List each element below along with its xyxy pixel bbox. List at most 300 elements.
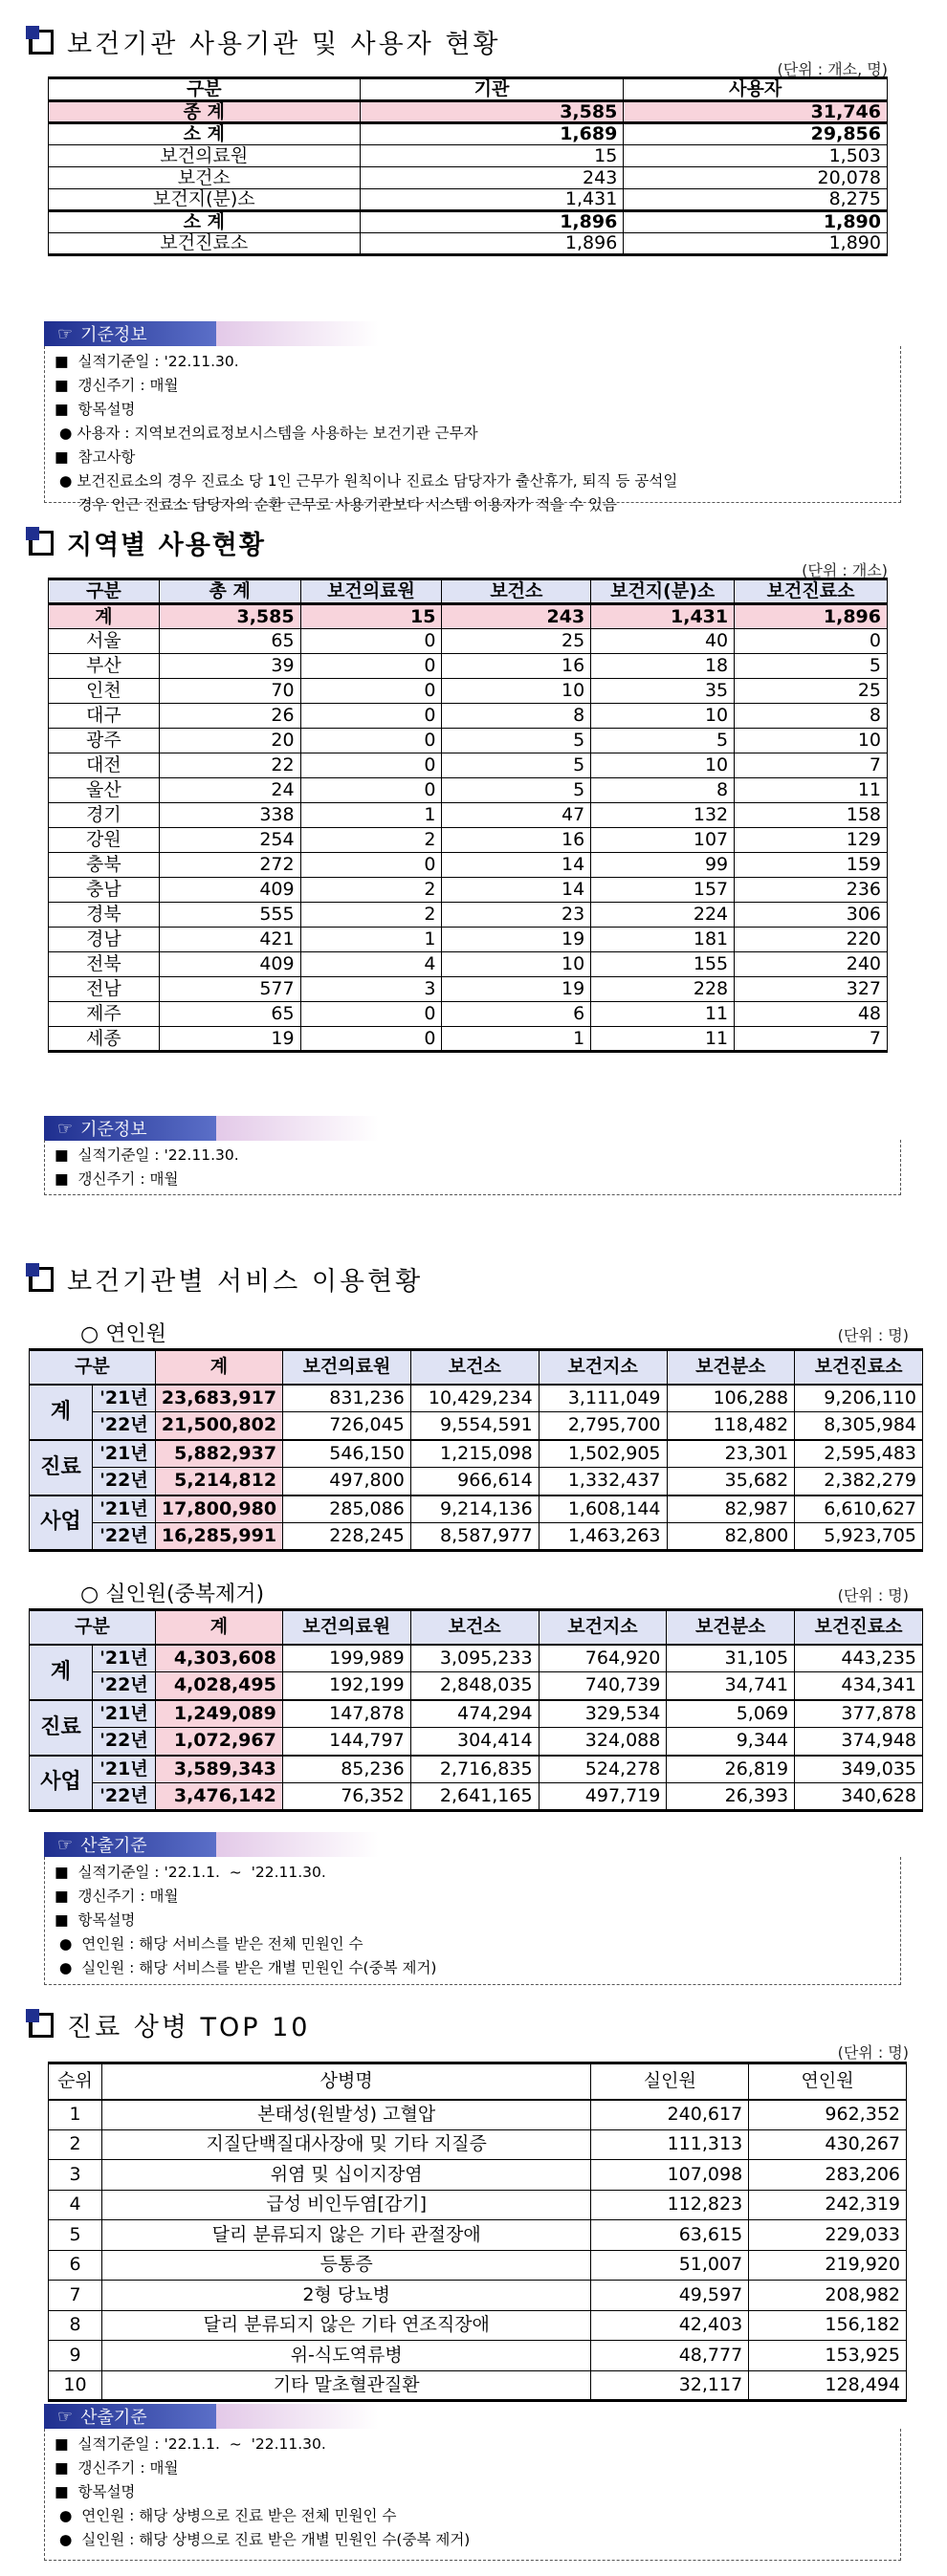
rank: 5 [49, 2220, 102, 2251]
section4-info-box [44, 2429, 901, 2561]
region-value: 5 [442, 753, 591, 778]
service-value: 304,414 [410, 1728, 539, 1756]
service-value: 2,641,165 [410, 1783, 539, 1811]
region-value: 1 [300, 803, 442, 828]
disease-name: 급성 비인두염[감기] [101, 2190, 590, 2220]
user-count: 20,078 [624, 167, 888, 189]
service-value: 8,587,977 [410, 1523, 539, 1551]
service-value: 2,716,835 [410, 1756, 539, 1783]
unique-count: 49,597 [591, 2281, 749, 2311]
rank: 2 [49, 2129, 102, 2160]
section1-info-box [44, 346, 901, 513]
region-name: 제주 [49, 1002, 160, 1027]
hand-pointer-icon: ☞ [57, 323, 74, 344]
service-value: 474,294 [410, 1700, 539, 1728]
square-bullet-icon [29, 1267, 54, 1292]
region-header: 구분 [49, 579, 160, 604]
region-value: 0 [300, 1027, 442, 1052]
table-row [49, 2370, 907, 2401]
total-value: 16,285,991 [155, 1523, 282, 1551]
region-value: 22 [159, 753, 300, 778]
region-value: 10 [442, 679, 591, 704]
table-row [49, 189, 888, 211]
table-row [49, 778, 888, 803]
year-label: '21년 [92, 1495, 155, 1523]
service-header: 보건의료원 [282, 1610, 410, 1645]
region-value: 7 [735, 753, 888, 778]
visit-count: 208,982 [749, 2281, 907, 2311]
region-value: 107 [591, 828, 735, 853]
region-value: 7 [735, 1027, 888, 1052]
total-cell: 1,431 [591, 604, 735, 629]
hand-pointer-icon: ☞ [57, 2406, 74, 2427]
service-value: 147,878 [282, 1700, 410, 1728]
service-value: 5,069 [667, 1700, 795, 1728]
region-value: 0 [735, 629, 888, 654]
region-value: 65 [159, 629, 300, 654]
table-row [30, 1700, 923, 1728]
region-value: 14 [442, 853, 591, 878]
year-label: '21년 [92, 1385, 155, 1412]
region-value: 5 [442, 729, 591, 753]
service-header: 보건지소 [539, 1350, 667, 1385]
service-value: 324,088 [539, 1728, 667, 1756]
total-value: 5,214,812 [155, 1468, 282, 1495]
service-value: 1,463,263 [539, 1523, 667, 1551]
region-value: 3 [300, 977, 442, 1002]
region-value: 0 [300, 778, 442, 803]
top10-header: 순위 [49, 2063, 102, 2100]
service-value: 82,800 [667, 1523, 795, 1551]
region-value: 155 [591, 952, 735, 977]
region-value: 0 [300, 753, 442, 778]
region-value: 306 [735, 903, 888, 928]
region-header: 총 계 [159, 579, 300, 604]
region-name: 인천 [49, 679, 160, 704]
disease-name: 달리 분류되지 않은 기타 관절장애 [101, 2220, 590, 2251]
region-name: 경북 [49, 903, 160, 928]
region-value: 99 [591, 853, 735, 878]
service-value: 9,214,136 [410, 1495, 539, 1523]
institution-count: 15 [360, 145, 624, 167]
hand-pointer-icon: ☞ [57, 1834, 74, 1855]
region-value: 327 [735, 977, 888, 1002]
section3-info-header: ☞ 산출기준 [44, 1830, 379, 1859]
region-value: 11 [735, 778, 888, 803]
service-value: 764,920 [539, 1645, 667, 1672]
service-value: 377,878 [795, 1700, 923, 1728]
service-value: 192,199 [282, 1672, 410, 1700]
institution-count: 1,896 [360, 211, 624, 233]
info-line: ■ 실적기준일 : '22.11.30. [55, 353, 239, 370]
row-label: 보건의료원 [49, 145, 361, 167]
total-value: 4,303,608 [155, 1645, 282, 1672]
service-value: 443,235 [795, 1645, 923, 1672]
group-label: 계 [30, 1385, 93, 1440]
section3-sub-unique: ○ 실인원(중복제거) [80, 1583, 265, 1606]
table-row [49, 729, 888, 753]
square-bullet-icon [29, 2013, 54, 2038]
region-header: 보건소 [442, 579, 591, 604]
user-count: 1,890 [624, 211, 888, 233]
service-value: 31,105 [667, 1645, 795, 1672]
service-value: 35,682 [667, 1468, 795, 1495]
service-value: 374,948 [795, 1728, 923, 1756]
info-line: 경우 인근 진료소 담당자의 순환 근무로 사용기관보다 시스템 이용자가 적을 수 있음 [55, 496, 617, 513]
row-label: 종 계 [49, 101, 361, 123]
region-value: 1 [442, 1027, 591, 1052]
top10-header: 상병명 [101, 2063, 590, 2100]
year-label: '22년 [92, 1672, 155, 1700]
region-value: 0 [300, 853, 442, 878]
unique-count: 107,098 [591, 2160, 749, 2191]
region-value: 0 [300, 654, 442, 679]
unique-count: 32,117 [591, 2370, 749, 2401]
section4-title: 진료 상병 TOP 10 [29, 2006, 310, 2043]
rank: 3 [49, 2160, 102, 2191]
section4-unit: (단위 : 명) [837, 2043, 909, 2062]
info-line: ■ 항목설명 [55, 1911, 136, 1929]
region-value: 157 [591, 878, 735, 903]
table-row [49, 2160, 907, 2191]
rank: 8 [49, 2310, 102, 2341]
service-unique-table [29, 1608, 923, 1812]
disease-name: 달리 분류되지 않은 기타 연조직장애 [101, 2310, 590, 2341]
section3-info-box [44, 1857, 901, 1985]
user-count: 1,890 [624, 233, 888, 255]
table-row [49, 2220, 907, 2251]
info-line: ● 보건진료소의 경우 진료소 당 1인 근무가 원칙이나 진료소 담당자가 출산휴가, 퇴직 등 공석일 [55, 472, 678, 490]
row-label: 보건진료소 [49, 233, 361, 255]
region-value: 40 [591, 629, 735, 654]
table-row [49, 145, 888, 167]
rank: 10 [49, 2370, 102, 2401]
service-header: 보건지소 [539, 1610, 667, 1645]
service-value: 831,236 [283, 1385, 411, 1412]
top10-header: 연인원 [749, 2063, 907, 2100]
visit-count: 153,925 [749, 2341, 907, 2371]
service-header: 보건분소 [667, 1610, 795, 1645]
region-value: 11 [591, 1002, 735, 1027]
visit-count: 219,920 [749, 2250, 907, 2281]
section2-info-box [44, 1140, 901, 1195]
year-label: '21년 [92, 1756, 155, 1783]
region-value: 16 [442, 654, 591, 679]
section3-title: 보건기관별 서비스 이용현황 [29, 1260, 423, 1298]
header-users: 사용자 [624, 78, 888, 101]
region-value: 254 [159, 828, 300, 853]
region-value: 236 [735, 878, 888, 903]
region-value: 25 [442, 629, 591, 654]
service-value: 329,534 [539, 1700, 667, 1728]
total-value: 1,072,967 [155, 1728, 282, 1756]
table-row [30, 1440, 923, 1468]
service-value: 3,111,049 [539, 1385, 667, 1412]
total-cell: 계 [49, 604, 160, 629]
service-value: 34,741 [667, 1672, 795, 1700]
info-line: ■ 항목설명 [55, 2483, 136, 2500]
service-value: 726,045 [283, 1412, 411, 1440]
service-value: 285,086 [283, 1495, 411, 1523]
region-name: 전남 [49, 977, 160, 1002]
section2-unit: (단위 : 개소) [802, 561, 888, 579]
region-name: 강원 [49, 828, 160, 853]
table-row [49, 2310, 907, 2341]
service-value: 8,305,984 [795, 1412, 923, 1440]
rank: 4 [49, 2190, 102, 2220]
year-label: '22년 [92, 1412, 155, 1440]
region-value: 65 [159, 1002, 300, 1027]
region-value: 47 [442, 803, 591, 828]
region-value: 129 [735, 828, 888, 853]
service-header: 계 [155, 1610, 282, 1645]
service-value: 1,502,905 [539, 1440, 667, 1468]
service-header: 계 [155, 1350, 282, 1385]
table-row [49, 123, 888, 145]
region-name: 울산 [49, 778, 160, 803]
service-value: 434,341 [795, 1672, 923, 1700]
table-row [49, 853, 888, 878]
visit-count: 430,267 [749, 2129, 907, 2160]
section3-unit-1: (단위 : 명) [837, 1326, 909, 1344]
region-value: 11 [591, 1027, 735, 1052]
region-value: 240 [735, 952, 888, 977]
visit-count: 128,494 [749, 2370, 907, 2401]
table-row [30, 1756, 923, 1783]
header-row [30, 1610, 923, 1645]
service-value: 85,236 [282, 1756, 410, 1783]
info-line: ● 실인원 : 해당 상병으로 진료 받은 개별 민원인 수(중복 제거) [55, 2531, 471, 2548]
region-value: 5 [591, 729, 735, 753]
service-value: 340,628 [795, 1783, 923, 1811]
region-value: 35 [591, 679, 735, 704]
table-row [30, 1728, 923, 1756]
service-value: 9,554,591 [410, 1412, 539, 1440]
region-value: 409 [159, 878, 300, 903]
info-line: ■ 항목설명 [55, 401, 136, 418]
info-line: ■ 갱신주기 : 매월 [55, 2459, 179, 2477]
region-value: 228 [591, 977, 735, 1002]
region-value: 421 [159, 928, 300, 952]
section3-sub-visits: ○ 연인원 [80, 1322, 166, 1346]
header-category: 구분 [49, 78, 361, 101]
region-name: 대구 [49, 704, 160, 729]
service-value: 2,795,700 [539, 1412, 667, 1440]
service-value: 5,923,705 [795, 1523, 923, 1551]
region-value: 8 [442, 704, 591, 729]
region-value: 2 [300, 878, 442, 903]
table-row [49, 977, 888, 1002]
service-value: 2,382,279 [795, 1468, 923, 1495]
region-value: 220 [735, 928, 888, 952]
group-label: 진료 [30, 1440, 93, 1495]
table-row [49, 211, 888, 233]
region-name: 대전 [49, 753, 160, 778]
region-value: 25 [735, 679, 888, 704]
region-value: 0 [300, 629, 442, 654]
region-value: 1 [300, 928, 442, 952]
table-row [49, 1002, 888, 1027]
region-value: 338 [159, 803, 300, 828]
section1-title: 보건기관 사용기관 및 사용자 현황 [29, 23, 500, 60]
user-count: 8,275 [624, 189, 888, 211]
disease-name: 지질단백질대사장애 및 기타 지질증 [101, 2129, 590, 2160]
region-value: 5 [442, 778, 591, 803]
table-row [49, 704, 888, 729]
disease-name: 위염 및 십이지장염 [101, 2160, 590, 2191]
table-row [30, 1783, 923, 1811]
service-value: 76,352 [282, 1783, 410, 1811]
region-value: 0 [300, 1002, 442, 1027]
service-visits-table [29, 1348, 923, 1552]
year-label: '22년 [92, 1523, 155, 1551]
region-value: 19 [159, 1027, 300, 1052]
top10-header: 실인원 [591, 2063, 749, 2100]
service-value: 2,848,035 [410, 1672, 539, 1700]
total-value: 23,683,917 [155, 1385, 282, 1412]
unique-count: 112,823 [591, 2190, 749, 2220]
unique-count: 42,403 [591, 2310, 749, 2341]
region-value: 159 [735, 853, 888, 878]
info-line: ■ 실적기준일 : '22.11.30. [55, 1146, 239, 1164]
rank: 9 [49, 2341, 102, 2371]
table-row [49, 167, 888, 189]
total-cell: 1,896 [735, 604, 888, 629]
total-value: 17,800,980 [155, 1495, 282, 1523]
header-row [49, 2063, 907, 2100]
region-name: 경남 [49, 928, 160, 952]
region-name: 충북 [49, 853, 160, 878]
table-row [49, 952, 888, 977]
visit-count: 156,182 [749, 2310, 907, 2341]
service-value: 1,608,144 [539, 1495, 667, 1523]
region-value: 10 [591, 753, 735, 778]
table-row [49, 2250, 907, 2281]
service-value: 3,095,233 [410, 1645, 539, 1672]
year-label: '21년 [92, 1645, 155, 1672]
header-row [30, 1350, 923, 1385]
service-value: 82,987 [667, 1495, 795, 1523]
region-value: 20 [159, 729, 300, 753]
rank: 6 [49, 2250, 102, 2281]
region-value: 158 [735, 803, 888, 828]
region-value: 0 [300, 729, 442, 753]
top10-disease-table [48, 2062, 907, 2402]
visit-count: 283,206 [749, 2160, 907, 2191]
info-line: ■ 실적기준일 : '22.1.1. ~ '22.11.30. [55, 2435, 326, 2453]
service-value: 144,797 [282, 1728, 410, 1756]
institution-count: 1,689 [360, 123, 624, 145]
unique-count: 51,007 [591, 2250, 749, 2281]
region-value: 10 [442, 952, 591, 977]
total-value: 4,028,495 [155, 1672, 282, 1700]
service-value: 10,429,234 [410, 1385, 539, 1412]
header-institution: 기관 [360, 78, 624, 101]
info-line: ● 연인원 : 해당 상병으로 진료 받은 전체 민원인 수 [55, 2507, 397, 2524]
row-label: 보건지(분)소 [49, 189, 361, 211]
region-usage-table [48, 578, 888, 1053]
rank: 1 [49, 2100, 102, 2130]
service-value: 740,739 [539, 1672, 667, 1700]
section2-title: 지역별 사용현황 [29, 524, 266, 561]
table-row [49, 803, 888, 828]
service-value: 106,288 [667, 1385, 795, 1412]
institution-count: 1,431 [360, 189, 624, 211]
table-row [49, 2100, 907, 2130]
service-value: 497,800 [283, 1468, 411, 1495]
info-line: ■ 갱신주기 : 매월 [55, 1170, 179, 1188]
service-header: 보건소 [410, 1350, 539, 1385]
table-row [49, 928, 888, 952]
total-value: 3,589,343 [155, 1756, 282, 1783]
service-value: 26,393 [667, 1783, 795, 1811]
service-value: 546,150 [283, 1440, 411, 1468]
service-value: 349,035 [795, 1756, 923, 1783]
user-count: 29,856 [624, 123, 888, 145]
total-cell: 243 [442, 604, 591, 629]
year-label: '22년 [92, 1728, 155, 1756]
region-name: 경기 [49, 803, 160, 828]
table-row [49, 878, 888, 903]
region-value: 272 [159, 853, 300, 878]
region-value: 14 [442, 878, 591, 903]
info-line: ■ 갱신주기 : 매월 [55, 377, 179, 394]
region-value: 224 [591, 903, 735, 928]
service-value: 9,206,110 [795, 1385, 923, 1412]
table-row [49, 903, 888, 928]
unique-count: 240,617 [591, 2100, 749, 2130]
service-value: 6,610,627 [795, 1495, 923, 1523]
service-header: 보건분소 [667, 1350, 795, 1385]
total-cell: 15 [300, 604, 442, 629]
visit-count: 242,319 [749, 2190, 907, 2220]
region-value: 577 [159, 977, 300, 1002]
table-row [30, 1412, 923, 1440]
table-row [49, 753, 888, 778]
region-value: 39 [159, 654, 300, 679]
institution-count: 3,585 [360, 101, 624, 123]
region-header: 보건의료원 [300, 579, 442, 604]
region-value: 16 [442, 828, 591, 853]
region-name: 세종 [49, 1027, 160, 1052]
region-value: 48 [735, 1002, 888, 1027]
info-line: ■ 갱신주기 : 매월 [55, 1888, 179, 1905]
region-value: 132 [591, 803, 735, 828]
service-value: 23,301 [667, 1440, 795, 1468]
table-row [49, 2341, 907, 2371]
total-value: 3,476,142 [155, 1783, 282, 1811]
group-label: 사업 [30, 1495, 93, 1551]
section4-info-header: ☞ 산출기준 [44, 2402, 379, 2431]
region-header: 보건진료소 [735, 579, 888, 604]
region-value: 2 [300, 903, 442, 928]
disease-name: 본태성(원발성) 고혈압 [101, 2100, 590, 2130]
table-row [49, 2281, 907, 2311]
region-name: 광주 [49, 729, 160, 753]
rank: 7 [49, 2281, 102, 2311]
user-count: 1,503 [624, 145, 888, 167]
service-header: 보건진료소 [795, 1610, 923, 1645]
region-value: 19 [442, 928, 591, 952]
year-label: '22년 [92, 1468, 155, 1495]
region-value: 70 [159, 679, 300, 704]
service-value: 9,344 [667, 1728, 795, 1756]
row-label: 보건소 [49, 167, 361, 189]
region-name: 전북 [49, 952, 160, 977]
disease-name: 기타 말초혈관질환 [101, 2370, 590, 2401]
info-line: ● 연인원 : 해당 서비스를 받은 전체 민원인 수 [55, 1935, 363, 1953]
table-row [49, 2129, 907, 2160]
